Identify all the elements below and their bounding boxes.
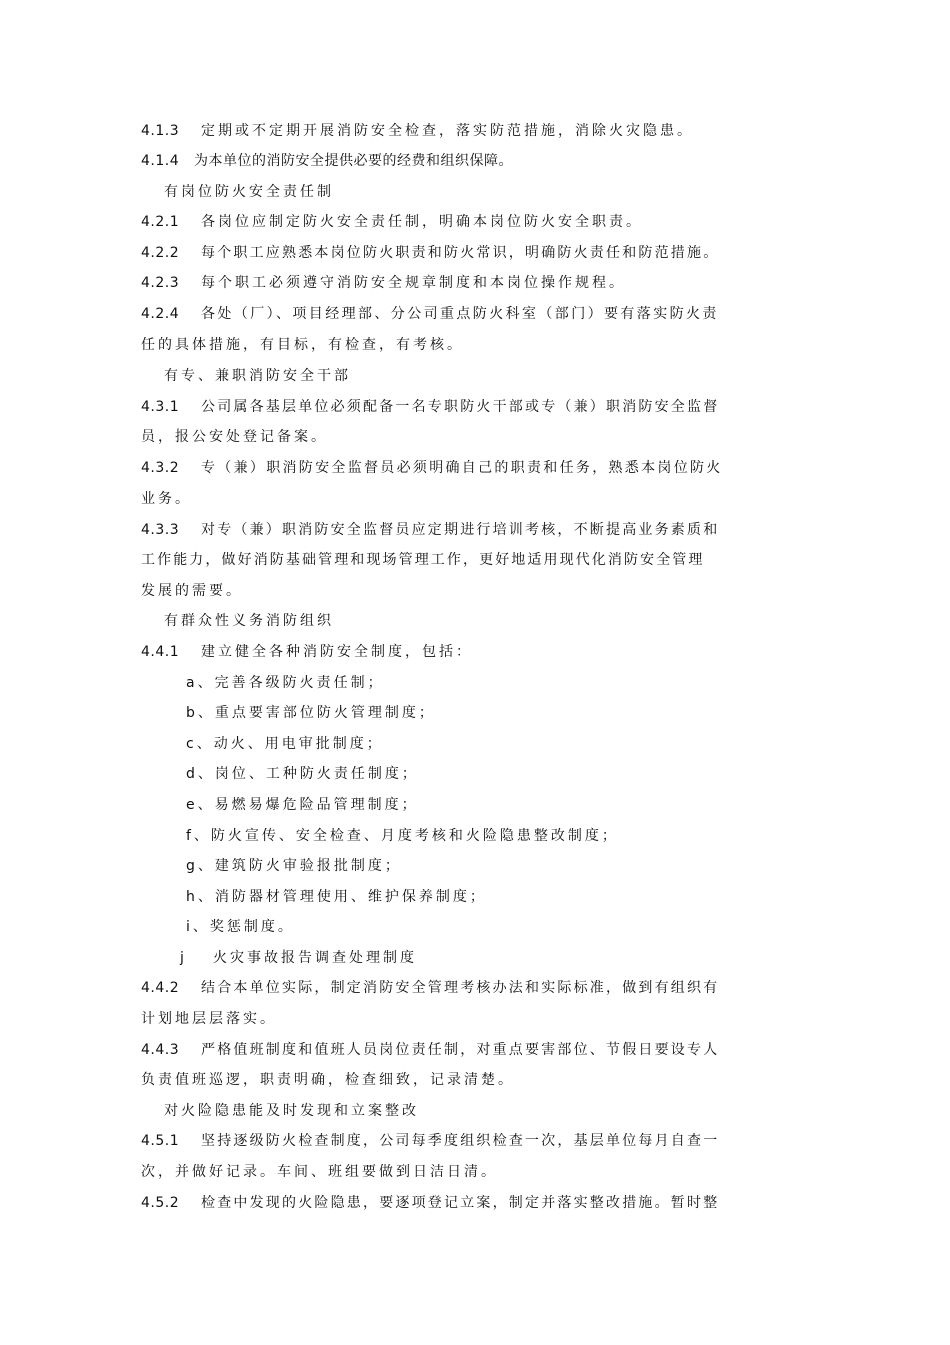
clause-continuation — [0, 330, 950, 360]
clause-number: 4.5.1 — [141, 1133, 180, 1149]
clause-number: 4.4.3 — [141, 1042, 180, 1058]
clause-number: 4.4.1 — [141, 644, 180, 660]
clause-text: 严格值班制度和值班人员岗位责任制，对重点要害部位、节假日要设专人 — [201, 1042, 720, 1058]
clause-number: 4.1.4 — [141, 153, 180, 169]
clause-text: 结合本单位实际，制定消防安全管理考核办法和实际标准，做到有组织有 — [201, 980, 720, 996]
clause-continuation — [0, 1004, 950, 1034]
section-heading-text: 有专、兼职消防安全干部 — [164, 368, 351, 384]
clause-number: 4.3.1 — [141, 399, 180, 415]
list-item — [0, 943, 950, 973]
clause-text: 专（兼）职消防安全监督员必须明确自己的职责和任务，熟悉本岗位防火 — [201, 460, 723, 476]
clause-text: 任的具体措施，有目标，有检查，有考核。 — [141, 337, 464, 353]
clause-4-1-4 — [0, 146, 950, 176]
clause-text: 工作能力，做好消防基础管理和现场管理工作，更好地适用现代化消防安全管理 — [141, 552, 705, 568]
clause-4-4-1 — [0, 637, 950, 667]
clause-number: 4.5.2 — [141, 1195, 180, 1211]
clause-continuation — [0, 576, 950, 606]
list-item-text: a、完善各级防火责任制； — [186, 675, 385, 691]
clause-text: 定期或不定期开展消防安全检查，落实防范措施，消除火灾隐患。 — [201, 123, 694, 139]
list-item — [0, 912, 950, 942]
section-heading — [0, 361, 950, 391]
clause-4-4-3 — [0, 1035, 950, 1065]
clause-4-5-2 — [0, 1188, 950, 1218]
clause-text: 次，并做好记录。车间、班组要做到日洁日清。 — [141, 1164, 498, 1180]
clause-4-1-3 — [0, 116, 950, 146]
clause-text: 各处（厂）、项目经理部、分公司重点防火科室（部门）要有落实防火责 — [201, 306, 719, 322]
list-item — [0, 698, 950, 728]
list-item-marker: j — [180, 950, 184, 966]
list-item-text: d、岗位、工种防火责任制度； — [186, 766, 419, 782]
clause-text: 公司属各基层单位必须配备一名专职防火干部或专（兼）职消防安全监督 — [201, 399, 720, 415]
list-item-text: b、重点要害部位防火管理制度； — [186, 705, 436, 721]
clause-text: 各岗位应制定防火安全责任制，明确本岗位防火安全职责。 — [201, 214, 643, 230]
list-item — [0, 729, 950, 759]
section-heading-text: 有岗位防火安全责任制 — [164, 184, 334, 200]
clause-text: 发展的需要。 — [141, 583, 243, 599]
clause-number: 4.3.2 — [141, 460, 180, 476]
list-item-text: h、消防器材管理使用、维护保养制度； — [186, 889, 487, 905]
list-item-text: e、易燃易爆危险品管理制度； — [186, 797, 419, 813]
clause-number: 4.4.2 — [141, 980, 180, 996]
list-item-text: f、防火宣传、安全检查、月度考核和火险隐患整改制度； — [186, 828, 619, 844]
clause-text: 检查中发现的火险隐患，要逐项登记立案，制定并落实整改措施。暂时整 — [201, 1195, 720, 1211]
list-item — [0, 882, 950, 912]
clause-text: 计划地层层落实。 — [141, 1011, 277, 1027]
list-item — [0, 790, 950, 820]
clause-text: 负责值班巡逻，职责明确，检查细致，记录清楚。 — [141, 1072, 515, 1088]
clause-continuation — [0, 422, 950, 452]
clause-number: 4.2.4 — [141, 306, 180, 322]
section-heading-text: 对火险隐患能及时发现和立案整改 — [164, 1103, 419, 1119]
clause-text: 建立健全各种消防安全制度，包括： — [201, 644, 473, 660]
clause-number: 4.2.3 — [141, 275, 180, 291]
clause-text: 员，报公安处登记备案。 — [141, 429, 328, 445]
clause-number: 4.3.3 — [141, 522, 180, 538]
list-item — [0, 851, 950, 881]
clause-text: 坚持逐级防火检查制度，公司每季度组织检查一次，基层单位每月自查一 — [201, 1133, 720, 1149]
clause-text: 对专（兼）职消防安全监督员应定期进行培训考核，不断提高业务素质和 — [201, 522, 720, 538]
clause-continuation — [0, 1065, 950, 1095]
list-item — [0, 821, 950, 851]
clause-text: 每个职工应熟悉本岗位防火职责和防火常识，明确防火责任和防范措施。 — [201, 245, 720, 261]
clause-4-2-2 — [0, 238, 950, 268]
clause-continuation — [0, 1157, 950, 1187]
section-heading — [0, 606, 950, 636]
list-item-text: c、动火、用电审批制度； — [186, 736, 384, 752]
clause-4-3-3 — [0, 515, 950, 545]
clause-4-2-1 — [0, 207, 950, 237]
clause-number: 4.2.1 — [141, 214, 180, 230]
clause-4-3-1 — [0, 392, 950, 422]
clause-text: 每个职工必须遵守消防安全规章制度和本岗位操作规程。 — [201, 275, 626, 291]
section-heading-text: 有群众性义务消防组织 — [164, 613, 334, 629]
clause-4-2-4 — [0, 299, 950, 329]
clause-text: 为本单位的消防安全提供必要的经费和组织保障。 — [194, 153, 513, 169]
clause-number: 4.1.3 — [141, 123, 180, 139]
list-item — [0, 668, 950, 698]
list-item-text: g、建筑防火审验报批制度； — [186, 858, 402, 874]
list-item-text: i、奖惩制度。 — [186, 919, 295, 935]
clause-continuation — [0, 484, 950, 514]
section-heading — [0, 177, 950, 207]
list-item — [0, 759, 950, 789]
clause-text: 业务。 — [141, 491, 192, 507]
list-item-text: 火灾事故报告调查处理制度 — [213, 950, 417, 966]
section-heading — [0, 1096, 950, 1126]
clause-4-5-1 — [0, 1126, 950, 1156]
clause-continuation — [0, 545, 950, 575]
clause-4-3-2 — [0, 453, 950, 483]
clause-4-4-2 — [0, 973, 950, 1003]
clause-4-2-3 — [0, 268, 950, 298]
clause-number: 4.2.2 — [141, 245, 180, 261]
